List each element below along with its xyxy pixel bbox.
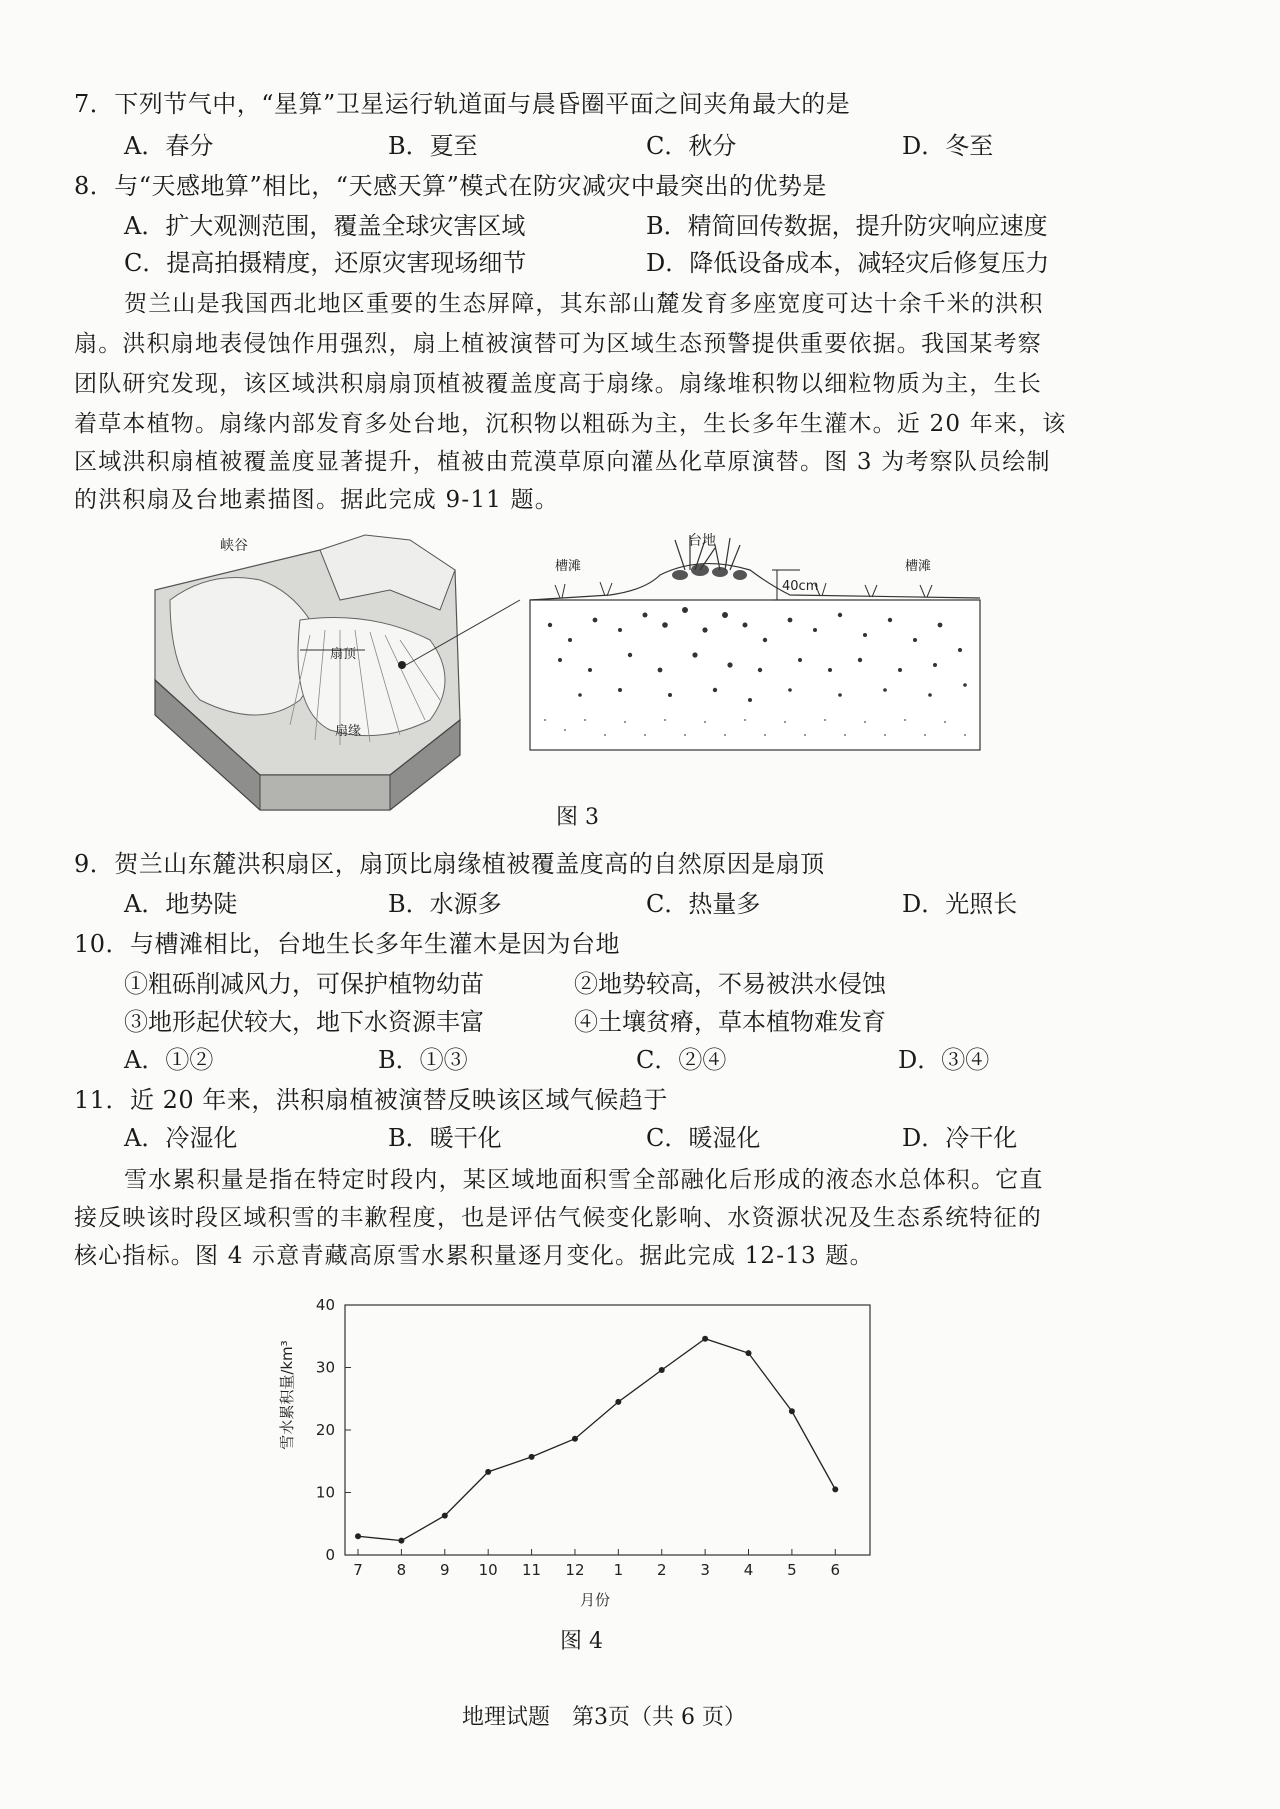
q8-option-a: A．扩大观测范围，覆盖全球灾害区域 (124, 212, 526, 240)
label-trough-left: 槽滩 (555, 559, 582, 574)
label-fan-top: 扇顶 (330, 647, 357, 662)
x-tick-label: 12 (565, 1561, 585, 1579)
y-tick-label: 20 (315, 1421, 335, 1439)
passage1-line-4: 着草本植物。扇缘内部发育多处台地，沉积物以粗砾为主，生长多年生灌木。近 20 年来，该 (74, 411, 1067, 437)
q11-option-d: D．冷干化 (902, 1124, 1018, 1152)
q7-option-b: B．夏至 (388, 132, 478, 160)
passage1-line-3: 团队研究发现，该区域洪积扇扇顶植被覆盖度高于扇缘。扇缘堆积物以细粒物质为主，生长 (74, 371, 1042, 397)
x-tick-label: 1 (613, 1561, 624, 1579)
x-tick-label: 3 (700, 1561, 710, 1579)
data-point (832, 1486, 838, 1492)
q7-stem: 7．下列节气中，“星算”卫星运行轨道面与晨昏圈平面之间夹角最大的是 (74, 90, 851, 118)
q10-option-a: A．①② (124, 1046, 214, 1074)
data-point (746, 1350, 752, 1356)
q9-stem: 9．贺兰山东麓洪积扇区，扇顶比扇缘植被覆盖度高的自然原因是扇顶 (74, 850, 825, 878)
terrace-cross-section (530, 532, 980, 750)
x-tick-label: 7 (353, 1561, 363, 1579)
passage1-line-5: 区域洪积扇植被覆盖度显著提升，植被由荒漠草原向灌丛化草原演替。图 3 为考察队员绘制 (74, 449, 1051, 475)
figure-3 (140, 530, 990, 820)
x-tick-label: 2 (656, 1561, 667, 1579)
figure-4-chart (270, 1285, 890, 1615)
q9-option-b: B．水源多 (388, 890, 502, 918)
q11-option-c: C．暖湿化 (646, 1124, 761, 1152)
label-canyon: 峡谷 (220, 538, 248, 554)
plot-frame (345, 1305, 870, 1555)
label-trough-right: 槽滩 (905, 559, 932, 574)
data-point (355, 1533, 361, 1539)
data-point (529, 1454, 535, 1460)
q10-option-c: C．②④ (636, 1046, 727, 1074)
q9-option-d: D．光照长 (902, 890, 1018, 918)
passage2-line-3: 核心指标。图 4 示意青藏高原雪水累积量逐月变化。据此完成 12-13 题。 (74, 1243, 874, 1269)
label-terrace: 台地 (688, 533, 716, 549)
q10-item-1: ①粗砾削减风力，可保护植物幼苗 (124, 970, 484, 998)
data-point (572, 1436, 578, 1442)
q10-option-b: B．①③ (378, 1046, 468, 1074)
x-tick-label: 11 (522, 1561, 542, 1579)
q8-option-d: D．降低设备成本，减轻灾后修复压力 (646, 249, 1050, 277)
figure-3-caption: 图 3 (556, 805, 599, 830)
x-tick-label: 10 (478, 1561, 498, 1579)
x-tick-label: 4 (743, 1561, 754, 1579)
passage1-line-6: 的洪积扇及台地素描图。据此完成 9-11 题。 (74, 487, 559, 513)
x-tick-label: 6 (830, 1561, 841, 1579)
q7-option-a: A．春分 (124, 132, 214, 160)
y-tick-label: 10 (315, 1483, 335, 1502)
q9-option-c: C．热量多 (646, 890, 761, 918)
label-height: 40cm (782, 579, 819, 594)
q7-option-d: D．冬至 (902, 132, 994, 160)
label-fan-edge: 扇缘 (335, 724, 362, 739)
data-point (702, 1336, 708, 1342)
q9-option-a: A．地势陡 (124, 890, 238, 918)
data-point (659, 1367, 665, 1373)
figure-4-caption: 图 4 (560, 1629, 603, 1654)
y-tick-label: 0 (325, 1546, 335, 1564)
q10-item-2: ②地势较高，不易被洪水侵蚀 (574, 970, 886, 998)
q11-option-b: B．暖干化 (388, 1124, 502, 1152)
grasses (555, 582, 932, 598)
passage1-line-2: 扇。洪积扇地表侵蚀作用强烈，扇上植被演替可为区域生态预警提供重要依据。我国某考察 (74, 331, 1042, 357)
q11-option-a: A．冷湿化 (124, 1124, 238, 1152)
q8-option-c: C．提高拍摄精度，还原灾害现场细节 (124, 249, 527, 277)
passage2-line-2: 接反映该时段区域积雪的丰歉程度，也是评估气候变化影响、水资源状况及生态系统特征的 (74, 1205, 1042, 1231)
passage1-line-1: 贺兰山是我国西北地区重要的生态屏障，其东部山麓发育多座宽度可达十余千米的洪积 (124, 291, 1044, 317)
y-axis-label: 雪水累积量/km³ (278, 1340, 296, 1450)
fan-block-diagram (155, 535, 460, 810)
q8-option-b: B．精简回传数据，提升防灾响应速度 (646, 212, 1048, 240)
q8-stem: 8．与“天感地算”相比，“天感天算”模式在防灾减灾中最突出的优势是 (74, 172, 827, 200)
data-point (398, 1538, 404, 1544)
data-point (789, 1408, 795, 1414)
data-point (485, 1469, 491, 1475)
q10-item-3: ③地形起伏较大，地下水资源丰富 (124, 1008, 484, 1036)
data-point (442, 1513, 448, 1519)
q10-stem: 10．与槽滩相比，台地生长多年生灌木是因为台地 (74, 930, 621, 958)
q11-stem: 11．近 20 年来，洪积扇植被演替反映该区域气候趋于 (74, 1086, 668, 1114)
data-point (615, 1399, 621, 1405)
page-footer: 地理试题 第3页（共 6 页） (462, 1705, 746, 1730)
y-tick-label: 30 (315, 1358, 335, 1377)
q7-option-c: C．秋分 (646, 132, 737, 160)
y-tick-label: 40 (315, 1296, 335, 1314)
q10-option-d: D．③④ (898, 1046, 990, 1074)
passage2-line-1: 雪水累积量是指在特定时段内，某区域地面积雪全部融化后形成的液态水总体积。它直 (124, 1167, 1044, 1193)
location-dot (398, 661, 406, 669)
x-tick-label: 5 (787, 1561, 797, 1579)
x-tick-label: 8 (396, 1561, 407, 1579)
q10-item-4: ④土壤贫瘠，草本植物难发育 (574, 1008, 886, 1036)
series-line (358, 1339, 835, 1541)
x-tick-label: 9 (440, 1561, 450, 1579)
x-axis-label: 月份 (579, 1591, 611, 1609)
